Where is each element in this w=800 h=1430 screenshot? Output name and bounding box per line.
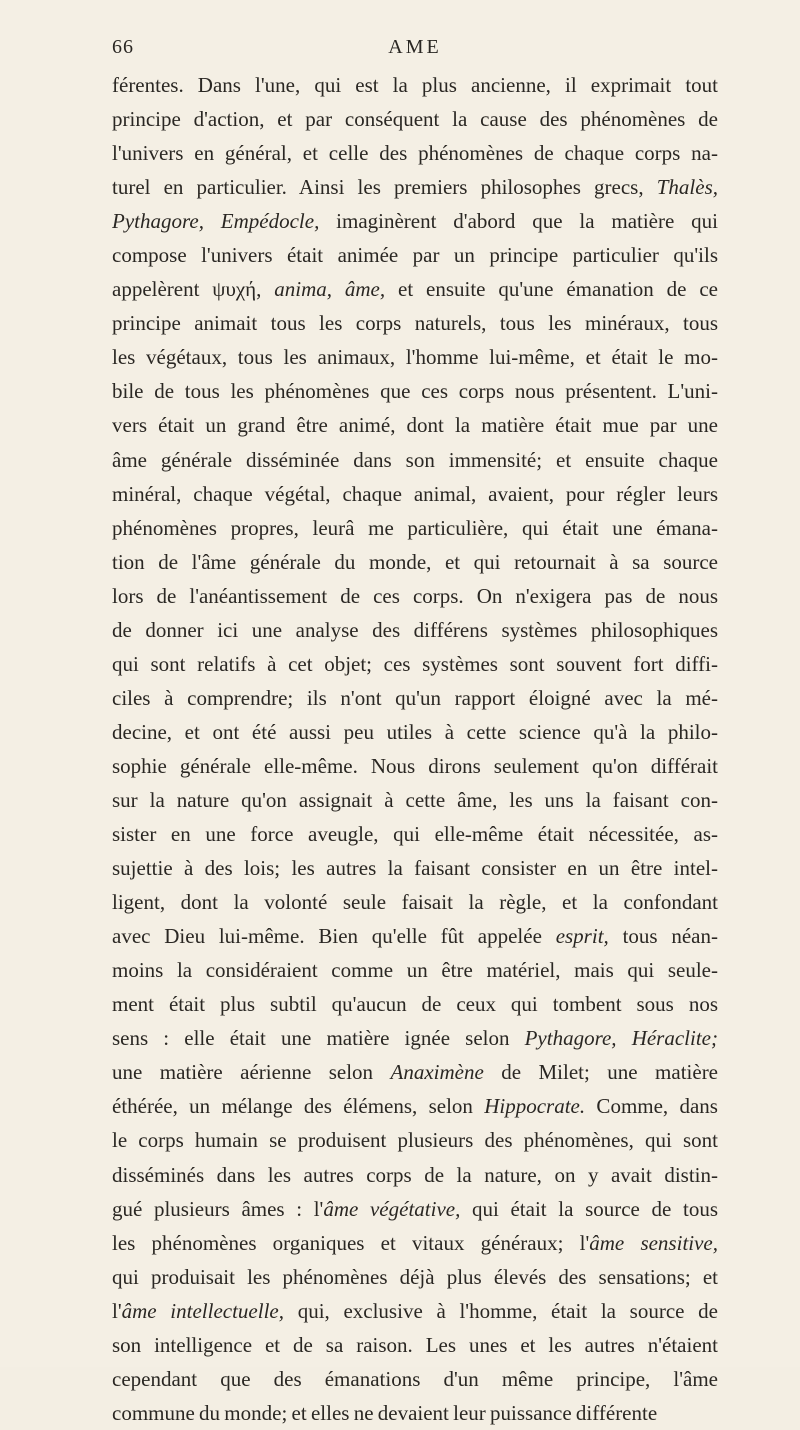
text-line — [112, 1192, 718, 1226]
text-line — [112, 374, 718, 408]
italic-segment: anima, âme, — [274, 277, 386, 302]
italic-segment: Thalès, — [656, 175, 718, 200]
text-line — [112, 306, 718, 340]
text-line — [112, 715, 718, 749]
text-line — [112, 408, 718, 442]
text-segment: sister en une force aveugle, qui elle-même était nécessitée, as- — [112, 822, 718, 847]
text-line — [112, 340, 718, 374]
text-segment: compose l'univers était animée par un principe particulier qu'ils — [112, 243, 718, 268]
text-line — [112, 613, 718, 647]
text-segment: turel en particulier. Ainsi les premiers philosophes grecs, — [112, 175, 657, 200]
text-line — [112, 1294, 718, 1328]
text-line — [112, 1260, 718, 1294]
text-line — [112, 1396, 718, 1430]
text-segment: lors de l'anéantissement de ces corps. On n'exigera pas de nous — [112, 583, 718, 608]
text-segment: vers était un grand être animé, dont la matière était mue par une — [112, 413, 718, 438]
text-line — [112, 1021, 718, 1055]
text-segment: de Milet; une matière — [483, 1060, 718, 1085]
italic-segment: Pythagore, Héraclite; — [524, 1026, 718, 1051]
text-line — [112, 1089, 718, 1123]
page-header — [112, 36, 718, 60]
text-line — [112, 953, 718, 987]
text-segment: sur la nature qu'on assignait à cette âme, les uns la faisant con- — [112, 787, 718, 812]
body-text — [112, 68, 718, 1430]
text-segment: l'univers en général, et celle des phénomènes de chaque corps na- — [112, 141, 718, 166]
text-line — [112, 817, 718, 851]
text-line — [112, 919, 718, 953]
text-segment: sophie générale elle-même. Nous dirons seulement qu'on différait — [112, 753, 718, 778]
text-segment: tous néan- — [608, 924, 718, 949]
italic-segment: Hippocrate. — [484, 1094, 586, 1119]
text-segment: qui était la source de tous — [460, 1196, 718, 1221]
text-segment: et ensuite qu'une émanation de ce — [385, 277, 718, 302]
text-segment: éthérée, un mélange des élémens, selon — [112, 1094, 485, 1119]
text-segment: tion de l'âme générale du monde, et qui retournait à sa source — [112, 549, 718, 574]
italic-segment: Pythagore, Empédocle, — [112, 209, 320, 234]
italic-segment: âme sensitive, — [589, 1230, 718, 1255]
text-line — [112, 545, 718, 579]
text-line — [112, 1158, 718, 1192]
text-segment: imaginèrent d'abord que la matière qui — [319, 209, 718, 234]
page-number: 66 — [112, 36, 134, 58]
text-line — [112, 477, 718, 511]
text-segment: avec Dieu lui-même. Bien qu'elle fût appelée — [112, 924, 556, 949]
text-segment: ciles à comprendre; ils n'ont qu'un rapport éloigné avec la mé- — [112, 685, 718, 710]
text-segment: âme générale disséminée dans son immensité; et ensuite chaque — [112, 447, 718, 472]
text-segment: de donner ici une analyse des différens systèmes philosophiques — [112, 617, 718, 642]
text-segment: sens : elle était une matière ignée selon — [112, 1026, 525, 1051]
running-head: AME — [388, 36, 442, 58]
text-segment: son intelligence et de sa raison. Les unes et les autres n'étaient — [112, 1332, 718, 1357]
text-segment: les phénomènes organiques et vitaux généraux; l' — [112, 1230, 590, 1255]
text-line — [112, 443, 718, 477]
text-segment: Comme, dans — [585, 1094, 718, 1119]
text-line — [112, 1055, 718, 1089]
text-line — [112, 579, 718, 613]
text-line — [112, 885, 718, 919]
text-line — [112, 511, 718, 545]
text-segment: minéral, chaque végétal, chaque animal, avaient, pour régler leurs — [112, 481, 718, 506]
text-line — [112, 647, 718, 681]
text-segment: qui produisait les phénomènes déjà plus élevés des sensations; et — [112, 1264, 718, 1289]
text-segment: férentes. Dans l'une, qui est la plus ancienne, il exprimait tout — [112, 73, 718, 97]
text-line — [112, 851, 718, 885]
text-line — [112, 238, 718, 272]
text-segment: phénomènes propres, leurâ me particulière, qui était une émana- — [112, 515, 718, 540]
text-line — [112, 749, 718, 783]
text-segment: l' — [112, 1298, 122, 1323]
text-line — [112, 136, 718, 170]
text-segment: le corps humain se produisent plusieurs des phénomènes, qui sont — [112, 1128, 718, 1153]
text-line — [112, 170, 718, 204]
text-segment: disséminés dans les autres corps de la nature, on y avait distin- — [112, 1162, 718, 1187]
text-line — [112, 681, 718, 715]
text-line — [112, 783, 718, 817]
text-segment: qui sont relatifs à cet objet; ces systèmes sont souvent fort diffi- — [112, 651, 718, 676]
text-line — [112, 1123, 718, 1157]
text-segment: qui, exclusive à l'homme, était la source de — [284, 1298, 718, 1323]
text-segment: appelèrent ψυχή, — [112, 277, 275, 302]
italic-segment: esprit, — [555, 924, 609, 949]
text-line — [112, 987, 718, 1021]
text-segment: cependant que des émanations d'un même principe, l'âme — [112, 1366, 718, 1391]
text-segment: gué plusieurs âmes : l' — [112, 1196, 324, 1221]
text-segment: une matière aérienne selon — [112, 1060, 391, 1085]
italic-segment: Anaximène — [390, 1060, 484, 1085]
italic-segment: âme végétative, — [323, 1196, 461, 1221]
text-segment: moins la considéraient comme un être matériel, mais qui seule- — [112, 958, 718, 983]
text-segment: ment était plus subtil qu'aucun de ceux qui tombent sous nos — [112, 992, 718, 1017]
text-segment: ligent, dont la volonté seule faisait la règle, et la confondant — [112, 890, 718, 915]
text-line — [112, 102, 718, 136]
text-line — [112, 272, 718, 306]
text-segment: les végétaux, tous les animaux, l'homme lui-même, et était le mo- — [112, 345, 718, 370]
text-segment: commune du monde; et elles ne devaient leur puissance différente — [112, 1400, 658, 1425]
text-line — [112, 1226, 718, 1260]
text-line — [112, 204, 718, 238]
text-segment: decine, et ont été aussi peu utiles à cette science qu'à la philo- — [112, 719, 718, 744]
text-segment: principe animait tous les corps naturels, tous les minéraux, tous — [112, 311, 718, 336]
text-segment: sujettie à des lois; les autres la faisant consister en un être intel- — [112, 856, 718, 881]
text-segment: bile de tous les phénomènes que ces corps nous présentent. L'uni- — [112, 379, 718, 404]
italic-segment: âme intellectuelle, — [121, 1298, 284, 1323]
text-line — [112, 68, 718, 102]
text-line — [112, 1328, 718, 1362]
text-segment: principe d'action, et par conséquent la cause des phénomènes de — [112, 107, 718, 132]
